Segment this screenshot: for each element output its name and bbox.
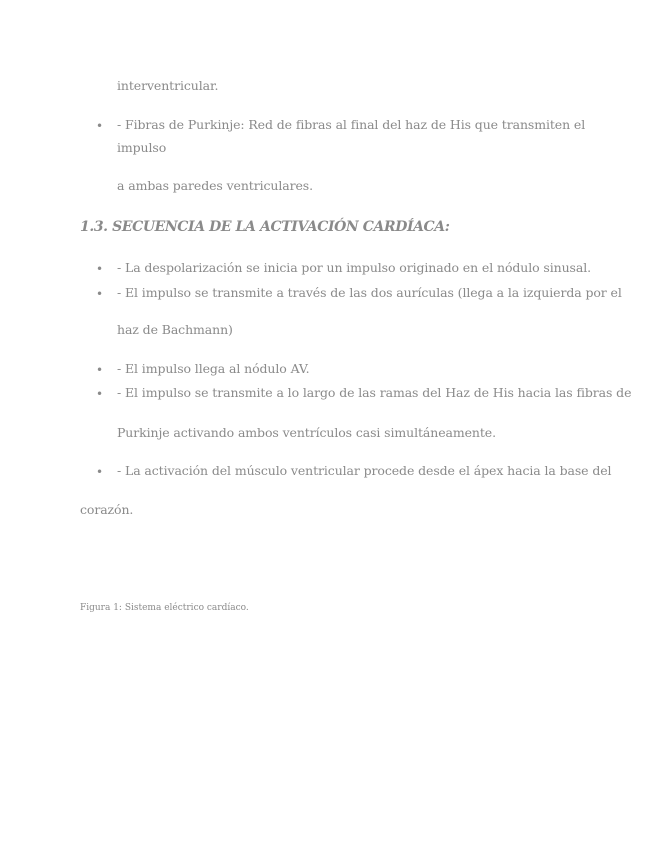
list-item-line: - La despolarización se inicia por un impulso originado en el nódulo sinusal. — [117, 260, 591, 275]
list-item-line: Purkinje activando ambos ventrículos casi simultáneamente. — [117, 425, 496, 440]
bullet-icon: • — [96, 119, 104, 133]
bullet-icon: • — [96, 387, 104, 401]
list-item-line: - La activación del músculo ventricular procede desde el ápex hacia la base del — [117, 463, 612, 478]
list-item-line: - El impulso llega al nódulo AV. — [117, 361, 310, 376]
list-item-line: corazón. — [80, 502, 134, 517]
bullet-icon: • — [96, 262, 104, 276]
list-item-line: - El impulso se transmite a través de las dos aurículas (llega a la izquierda por el — [117, 285, 622, 300]
list-item-line: - El impulso se transmite a lo largo de las ramas del Haz de His hacia las fibras de — [117, 385, 632, 400]
bullet-icon: • — [96, 465, 104, 479]
bullet-icon: • — [96, 363, 104, 377]
list-item-line: haz de Bachmann) — [117, 322, 233, 337]
purkinje-item-line1: - Fibras de Purkinje: Red de fibras al final del haz de His que transmiten el — [117, 117, 586, 132]
purkinje-item-line3: a ambas paredes ventriculares. — [117, 178, 313, 193]
figure-caption: Figura 1: Sistema eléctrico cardíaco. — [80, 603, 249, 613]
continued-text-interventricular: interventricular. — [117, 78, 219, 93]
bullet-icon: • — [96, 287, 104, 301]
section-heading: 1.3. SECUENCIA DE LA ACTIVACIÓN CARDÍACA: — [80, 219, 450, 235]
purkinje-item-line2: impulso — [117, 140, 167, 155]
